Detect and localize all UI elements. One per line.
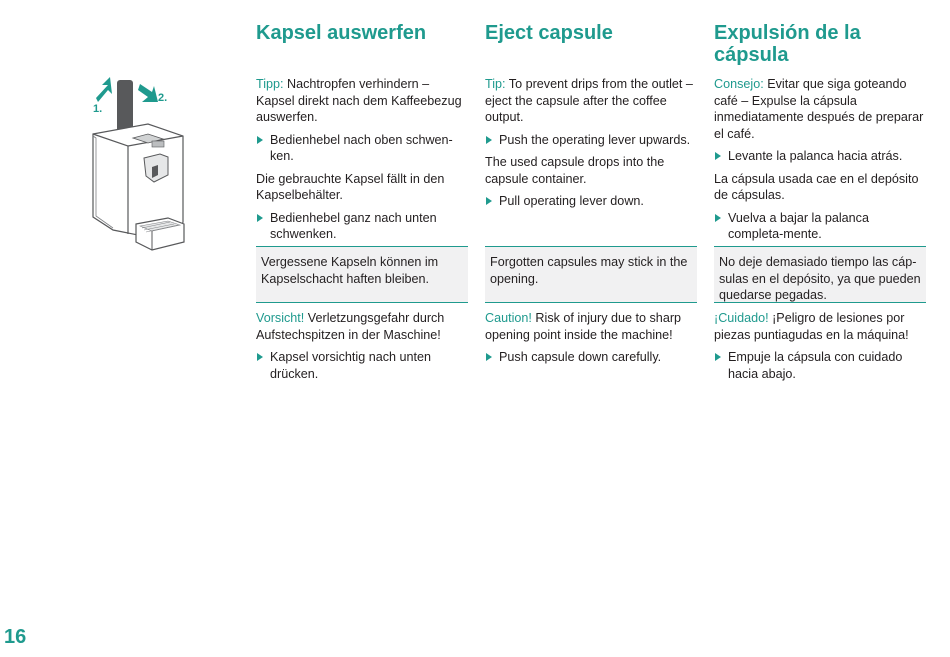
caution-label: Vorsicht! [256,311,305,325]
tip-paragraph [485,76,697,126]
triangle-bullet-icon [715,214,721,222]
step-item: Bedienhebel nach oben schwen-ken. [256,132,468,165]
caution-paragraph: Caution! Risk of injury due to sharp opening point inside the machine! [485,311,682,342]
note-box: No deje demasiado tiempo las cáp-sulas en el depósito, ya que pueden quedarse pegadas. [714,246,926,303]
step-item: Levante la palanca hacia atrás. [714,148,926,165]
caution-paragraph: Vorsicht! Verletzungsgefahr durch Aufstechspitzen in der Maschine! [256,311,445,342]
step-item: Kapsel vorsichtig nach unten drücken. [256,349,468,382]
triangle-bullet-icon [486,136,492,144]
info-paragraph: Die gebrauchte Kapsel fällt in den Kapselbehälter. [256,171,445,202]
step1-label: 1. [93,103,103,115]
triangle-bullet-icon [486,197,492,205]
triangle-bullet-icon [486,353,492,361]
caution-block [714,310,926,388]
triangle-bullet-icon [715,353,721,361]
section-title: Kapsel auswerfen [256,22,427,44]
note-box: Forgotten capsules may stick in the opening. [485,246,697,303]
tip-text: Evitar que siga goteando café – Expulse la cápsula inmediatamente después de preparar el café. [714,77,924,141]
page-number: 16 [4,626,27,648]
info-paragraph: The used capsule drops into the capsule container. [485,155,665,186]
tip-text: Nachtropfen verhindern – Kapsel direkt nach dem Kaffeebezug auswerfen. [256,77,462,124]
tip-text: To prevent drips from the outlet – eject the capsule after the coffee output. [485,77,693,124]
triangle-bullet-icon [257,214,263,222]
step-item: Push capsule down carefully. [485,349,697,366]
tip-paragraph [256,76,468,126]
step-item: Vuelva a bajar la palanca completa-mente. [714,210,926,243]
triangle-bullet-icon [257,136,263,144]
column-spanish [714,22,926,381]
info-paragraph: La cápsula usada cae en el depósito de cápsulas. [714,171,919,202]
tip-label: Tipp: [256,77,284,91]
tip-label: Tip: [485,77,506,91]
step-item: Bedienhebel ganz nach unten schwenken. [256,210,468,243]
triangle-bullet-icon [257,353,263,361]
caution-paragraph: ¡Cuidado! ¡Peligro de lesiones por piezas puntiagudas en la máquina! [714,311,909,342]
coffee-machine-lever-icon [88,72,198,277]
caution-block [256,310,468,388]
coffee-machine-illustration [88,72,198,277]
step-item: Pull operating lever down. [485,193,697,210]
tip-paragraph [714,76,926,142]
section-title: Expulsión de la cápsula [714,22,861,66]
column-english [485,22,697,364]
tip-label: Consejo: [714,77,764,91]
caution-label: ¡Cuidado! [714,311,769,325]
step-item: Empuje la cápsula con cuidado hacia abajo. [714,349,926,382]
section-title: Eject capsule [485,22,613,44]
step-item: Push the operating lever upwards. [485,132,697,149]
note-box: Vergessene Kapseln können im Kapselschacht haften bleiben. [256,246,468,303]
step2-label: 2. [158,92,168,104]
triangle-bullet-icon [715,152,721,160]
column-german [256,22,468,381]
caution-label: Caution! [485,311,532,325]
caution-block [485,310,697,372]
